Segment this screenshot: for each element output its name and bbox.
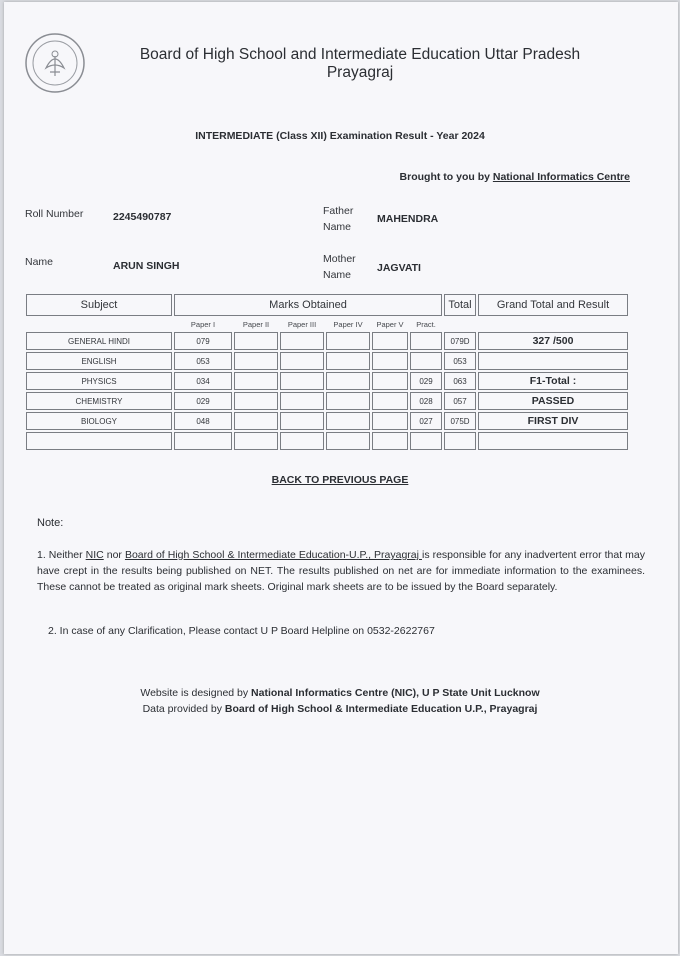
nic-note-link[interactable]: NIC <box>85 549 104 561</box>
practical-cell <box>410 432 442 450</box>
paper-2-header: Paper II <box>242 319 270 329</box>
paper-4-cell <box>326 432 370 450</box>
note-label: Note: <box>37 517 64 529</box>
paper-2-cell <box>234 432 278 450</box>
result-cell <box>478 352 628 370</box>
subject-cell: PHYSICS <box>26 372 172 390</box>
paper-3-cell <box>280 412 324 430</box>
practical-cell <box>410 332 442 350</box>
total-cell: 053 <box>444 352 476 370</box>
name-value: ARUN SINGH <box>113 260 180 272</box>
nic-link[interactable]: National Informatics Centre <box>492 171 630 183</box>
note-1-part-b: nor <box>103 549 125 561</box>
paper-5-cell <box>372 372 408 390</box>
practical-header: Pract. <box>416 319 436 329</box>
footer-line-1 <box>0 685 680 701</box>
footer-data-by: Board of High School & Intermediate Education U.P., Prayagraj <box>224 703 538 715</box>
marks-obtained-header: Marks Obtained <box>174 294 442 316</box>
note-1-part-a: 1. Neither <box>37 549 86 561</box>
father-name-label <box>323 203 353 235</box>
subject-cell: ENGLISH <box>26 352 172 370</box>
footer-designed-prefix: Website is designed by <box>140 687 252 699</box>
paper-1-cell <box>174 432 232 450</box>
paper-4-header: Paper IV <box>333 319 363 329</box>
total-cell: 057 <box>444 392 476 410</box>
father-label-line2: Name <box>323 221 352 233</box>
paper-4-cell <box>326 372 370 390</box>
paper-5-cell <box>372 412 408 430</box>
grand-total-cell: 327 /500 <box>478 332 628 350</box>
roll-number-value: 2245490787 <box>113 211 172 223</box>
paper-4-cell <box>326 332 370 350</box>
paper-2-cell <box>234 392 278 410</box>
marks-table <box>24 292 630 452</box>
paper-5-cell <box>372 432 408 450</box>
paper-4-cell <box>326 392 370 410</box>
father-label-line1: Father <box>323 205 354 217</box>
subject-cell <box>26 432 172 450</box>
practical-cell: 029 <box>410 372 442 390</box>
total-cell: 079D <box>444 332 476 350</box>
paper-header-row <box>26 318 628 330</box>
footer <box>0 685 680 717</box>
paper-3-cell <box>280 432 324 450</box>
paper-3-cell <box>280 332 324 350</box>
paper-3-cell <box>280 372 324 390</box>
paper-1-cell: 034 <box>174 372 232 390</box>
paper-1-header: Paper I <box>190 319 216 329</box>
paper-1-cell: 079 <box>174 332 232 350</box>
paper-3-cell <box>280 392 324 410</box>
back-to-previous-page-link[interactable]: BACK TO PREVIOUS PAGE <box>271 474 409 486</box>
mother-label-line2: Name <box>323 269 352 281</box>
table-row <box>26 412 628 430</box>
total-cell: 075D <box>444 412 476 430</box>
paper-2-cell <box>234 412 278 430</box>
paper-3-cell <box>280 352 324 370</box>
practical-cell: 028 <box>410 392 442 410</box>
subject-header: Subject <box>26 294 172 316</box>
name-label: Name <box>25 256 54 268</box>
paper-5-cell <box>372 332 408 350</box>
paper-5-header: Paper V <box>376 319 404 329</box>
up-emblem-logo <box>24 32 86 94</box>
subject-cell: BIOLOGY <box>26 412 172 430</box>
paper-1-cell: 053 <box>174 352 232 370</box>
result-cell: FIRST DIV <box>478 412 628 430</box>
board-title-line2: Prayagraj <box>326 64 394 81</box>
blank-header <box>478 318 628 330</box>
paper-4-cell <box>326 412 370 430</box>
footer-data-prefix: Data provided by <box>142 703 225 715</box>
subject-cell: GENERAL HINDI <box>26 332 172 350</box>
exam-title: INTERMEDIATE (Class XII) Examination Result - Year 2024 <box>195 130 485 142</box>
table-row <box>26 372 628 390</box>
practical-cell: 027 <box>410 412 442 430</box>
table-row <box>26 432 628 450</box>
board-title-line1: Board of High School and Intermediate Education Uttar Pradesh <box>139 46 581 63</box>
mother-name-label <box>323 251 356 283</box>
board-note-link[interactable]: Board of High School & Intermediate Education-U.P., Prayagraj <box>124 549 422 561</box>
mother-label-line1: Mother <box>323 253 356 265</box>
result-cell: F1-Total : <box>478 372 628 390</box>
roll-number-label: Roll Number <box>25 208 84 220</box>
brought-by <box>400 171 630 183</box>
paper-2-cell <box>234 332 278 350</box>
blank-header <box>26 318 172 330</box>
note-1-part-c: is responsible for any inadvertent error that may have crept in the results being published on NET. The results published on net are for immediate information to the examinees. These cannot be treated as original mark sheets. Original mark sheets are to be issued by the Board separately. <box>37 549 645 593</box>
table-row <box>26 332 628 350</box>
total-cell <box>444 432 476 450</box>
paper-1-cell: 048 <box>174 412 232 430</box>
practical-cell <box>410 352 442 370</box>
result-cell <box>478 432 628 450</box>
board-title <box>120 46 600 82</box>
result-cell: PASSED <box>478 392 628 410</box>
table-row <box>26 392 628 410</box>
paper-5-cell <box>372 392 408 410</box>
footer-designed-by: National Informatics Centre (NIC), U P State Unit Lucknow <box>251 687 540 699</box>
note-1 <box>37 547 645 595</box>
total-header: Total <box>444 294 476 316</box>
father-name-value: MAHENDRA <box>377 213 439 225</box>
brought-prefix: Brought to you by <box>399 171 493 183</box>
paper-5-cell <box>372 352 408 370</box>
blank-header <box>444 318 476 330</box>
note-2: 2. In case of any Clarification, Please contact U P Board Helpline on 0532-2622767 <box>48 625 435 637</box>
paper-1-cell: 029 <box>174 392 232 410</box>
paper-4-cell <box>326 352 370 370</box>
paper-3-header: Paper III <box>287 319 317 329</box>
table-header-row <box>26 294 628 316</box>
total-cell: 063 <box>444 372 476 390</box>
table-row <box>26 352 628 370</box>
footer-line-2 <box>0 701 680 717</box>
subject-cell: CHEMISTRY <box>26 392 172 410</box>
paper-2-cell <box>234 372 278 390</box>
grand-total-header: Grand Total and Result <box>478 294 628 316</box>
paper-2-cell <box>234 352 278 370</box>
mother-name-value: JAGVATI <box>377 262 421 274</box>
